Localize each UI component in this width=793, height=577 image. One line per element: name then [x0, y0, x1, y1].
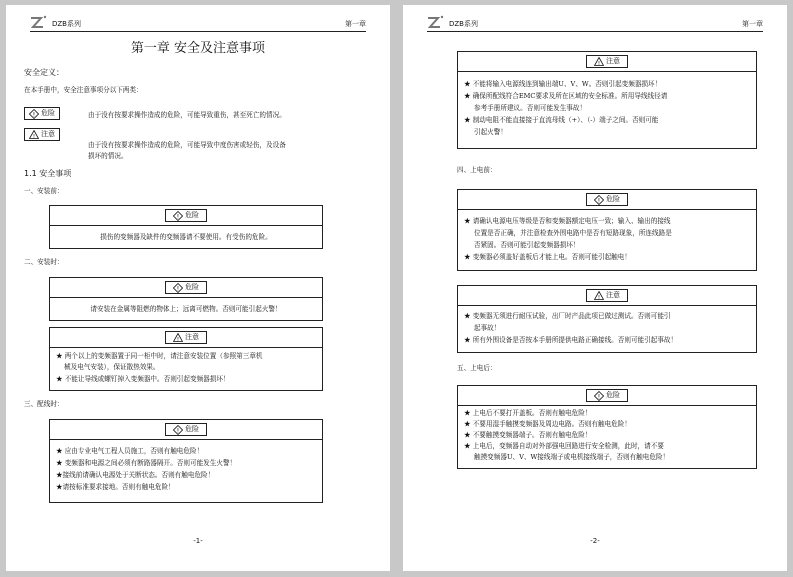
danger-box-wiring: [49, 419, 323, 503]
box-line: ★ 两个以上的变频器置于同一柜中时，请注意安装位置（参照第三章机: [56, 352, 263, 360]
warning-diamond-icon: [594, 195, 604, 205]
svg-text:!: !: [32, 133, 36, 139]
divider: [50, 439, 322, 440]
svg-text:!: !: [176, 212, 180, 220]
box-line: ★ 确保所配线符合EMC要求及所在区域的安全标准。所用导线线径请: [464, 92, 668, 100]
caution-box-before-power: [457, 285, 757, 353]
page-number: -1-: [193, 537, 203, 545]
box-badge: [586, 289, 628, 302]
danger-box-after-power: [457, 385, 757, 469]
box-line: 械及电气安装），保证散热效果。: [64, 363, 160, 371]
box-line: ★ 请确认电源电压等级是否和变频器额定电压一致；输入、输出的接线: [464, 217, 671, 225]
svg-text:!: !: [32, 110, 36, 118]
box-badge-label: 注意: [606, 291, 620, 299]
box-line: 引起火警！: [474, 128, 507, 136]
page-header: [427, 15, 763, 32]
subsection-before-install: 一、安装前：: [24, 187, 64, 195]
header-series: DZB系列: [52, 20, 81, 28]
danger-legend-desc: 由于没有按要求操作造成的危险，可能导致重伤，甚至死亡的情况。: [88, 111, 286, 119]
box-badge-label: 危险: [606, 195, 620, 203]
box-line: 位置是否正确，并注意检查外围电路中是否有短路现象，所连线路是: [474, 229, 672, 237]
danger-box-during-install: [49, 277, 323, 321]
box-line: ★ 制动电阻不能直接接于直流母线（+）、（-）端子之间。否则可能: [464, 116, 659, 124]
brand-logo: [427, 15, 445, 29]
box-line: ★ 不能将输入电源线连到输出端U、V、W。否则引起变频器损坏！: [464, 80, 662, 88]
page-header: [30, 15, 366, 32]
warning-diamond-icon: [594, 391, 604, 401]
safety-definition-heading: 安全定义：: [24, 68, 64, 77]
box-line: ★ 变频器和电源之间必须有断路器隔开。否则可能发生火警！: [56, 459, 237, 467]
box-line: ★请按标准要求接地。否则有触电危险！: [56, 483, 175, 491]
box-text: 请安装在金属等阻燃的物体上；远离可燃物。否则可能引起火警！: [90, 305, 282, 313]
header-series: DZB系列: [449, 20, 478, 28]
warning-triangle-icon: [173, 333, 183, 342]
box-line: ★ 上电后，变频器自动对外部强电回路进行安全检测，此时，请不要: [464, 442, 664, 450]
box-badge: [165, 209, 207, 222]
box-line: ★接线前请确认电源处于关断状态。否则有触电危险！: [56, 471, 215, 479]
danger-box-before-install: [49, 205, 323, 249]
svg-text:!: !: [176, 336, 180, 342]
box-badge-label: 注意: [185, 333, 199, 341]
subsection-after-power: 五、上电后：: [457, 364, 497, 372]
caution-legend-label: 注意: [41, 130, 55, 138]
page-2: [403, 5, 787, 571]
caution-box-during-install: [49, 327, 323, 391]
caution-legend-desc-2: 损坏的情况。: [88, 152, 128, 160]
box-badge: [165, 281, 207, 294]
subsection-wiring: 三、配线时：: [24, 400, 64, 408]
box-line: ★ 上电后不要打开盖板。否则有触电危险！: [464, 409, 592, 417]
box-line: ★ 不要用湿手触摸变频器及周边电路。否则有触电危险！: [464, 420, 631, 428]
page-1: [6, 5, 390, 571]
caution-legend-desc-1: 由于没有按要求操作造成的危险，可能导致中度伤害或轻伤，及设备: [88, 141, 286, 149]
box-line: 否紧固。否则可能引起变频器损坏！: [474, 241, 580, 249]
danger-legend-badge: [24, 107, 60, 120]
warning-diamond-icon: [173, 283, 183, 293]
box-badge: [586, 389, 628, 402]
svg-text:!: !: [176, 426, 180, 434]
warning-triangle-icon: [594, 291, 604, 300]
svg-text:!: !: [597, 294, 601, 300]
svg-text:!: !: [176, 284, 180, 292]
box-badge-label: 危险: [185, 283, 199, 291]
page-number: -2-: [590, 537, 600, 545]
box-line: ★ 应由专业电气工程人员施工，否则有触电危险！: [56, 447, 204, 455]
danger-legend-label: 危险: [41, 109, 55, 117]
divider: [458, 405, 756, 406]
box-badge: [586, 55, 628, 68]
divider: [458, 209, 756, 210]
box-badge-label: 危险: [606, 391, 620, 399]
box-line: ★ 变频器无须进行耐压试验，出厂时产品此项已做过测试。否则可能引: [464, 312, 671, 320]
box-badge: [165, 423, 207, 436]
box-text: 损伤的变频器及缺件的变频器请不要使用。有受伤的危险。: [100, 233, 272, 241]
box-line: ★ 不要触摸变频器端子。否则有触电危险！: [464, 431, 592, 439]
box-line: 起事故！: [474, 324, 501, 332]
section-heading-1-1: 1.1 安全事项: [24, 169, 72, 178]
divider: [458, 71, 756, 72]
box-badge: [586, 193, 628, 206]
box-line: ★ 所有外围设备是否按本手册所提供电路正确接线。否则可能引起事故！: [464, 336, 678, 344]
divider: [50, 347, 322, 348]
box-line: ★ 变频器必须盖好盖板后才能上电。否则可能引起触电！: [464, 253, 631, 261]
header-chapter: 第一章: [345, 20, 366, 28]
caution-legend-badge: [24, 128, 60, 141]
warning-diamond-icon: [173, 211, 183, 221]
page-gutter: [393, 0, 403, 577]
caution-box-wiring: [457, 51, 757, 149]
box-line: 参考手册所建议。否则可能发生事故！: [474, 104, 587, 112]
safety-definition-intro: 在本手册中，安全注意事项分以下两类：: [24, 86, 143, 94]
svg-text:!: !: [597, 60, 601, 66]
brand-logo: [30, 15, 48, 29]
box-badge-label: 注意: [606, 57, 620, 65]
box-badge-label: 危险: [185, 211, 199, 219]
divider: [458, 305, 756, 306]
warning-diamond-icon: [29, 109, 39, 119]
box-badge-label: 危险: [185, 425, 199, 433]
svg-text:!: !: [597, 392, 601, 400]
danger-box-before-power: [457, 189, 757, 271]
warning-triangle-icon: [29, 130, 39, 139]
warning-diamond-icon: [173, 425, 183, 435]
divider: [50, 225, 322, 226]
divider: [50, 297, 322, 298]
chapter-title: 第一章 安全及注意事项: [130, 41, 266, 56]
svg-text:!: !: [597, 196, 601, 204]
subsection-during-install: 二、安装时：: [24, 258, 64, 266]
box-line: 触摸变频器U、V、W接线端子或电机接线端子，否则有触电危险！: [474, 453, 670, 461]
warning-triangle-icon: [594, 57, 604, 66]
box-line: ★ 不能让导线或螺钉掉入变频器中。否则引起变频器损坏！: [56, 375, 230, 383]
header-chapter: 第一章: [742, 20, 763, 28]
box-badge: [165, 331, 207, 344]
subsection-before-power: 四、上电前：: [457, 166, 497, 174]
